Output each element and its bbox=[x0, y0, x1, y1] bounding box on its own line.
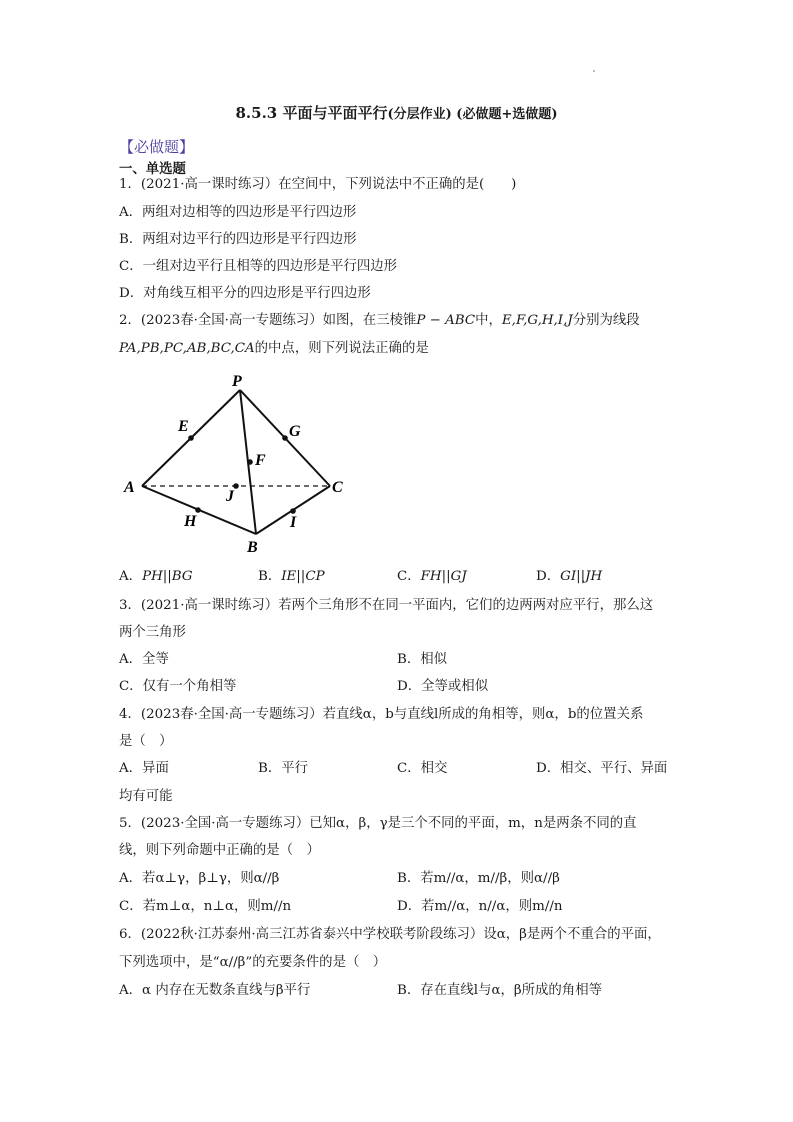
point-G bbox=[282, 435, 288, 441]
q4-option-d-continued: 均有可能 bbox=[119, 789, 173, 804]
q3-option-a: A．全等 bbox=[119, 652, 169, 667]
q2-math-segments: PA,PB,PC,AB,BC,CA bbox=[119, 341, 255, 356]
tetrahedron-figure bbox=[118, 368, 358, 558]
label-G: G bbox=[289, 423, 301, 440]
page-title: 8.5.3 平面与平面平行(分层作业) (必做题+选做题) bbox=[235, 104, 558, 122]
q4-stem-line2: 是（ ） bbox=[119, 734, 173, 749]
q6-stem-line2: 下列选项中，是“α//β”的充要条件的是（ ） bbox=[119, 955, 387, 970]
q1-option-d: D．对角线互相平分的四边形是平行四边形 bbox=[119, 286, 371, 301]
q6-option-a: A．α 内存在无数条直线与β平行 bbox=[119, 983, 311, 998]
label-E: E bbox=[178, 418, 189, 435]
q1-stem: 1．(2021·高一课时练习）在空间中，下列说法中不正确的是( ) bbox=[119, 177, 517, 192]
point-F bbox=[247, 459, 253, 465]
q5-stem-line1: 5．(2023·全国·高一专题练习）已知α，β，γ是三个不同的平面，m，n是两条不同的直 bbox=[119, 816, 637, 831]
q3-option-d: D．全等或相似 bbox=[397, 679, 489, 694]
q4-option-a: A．异面 bbox=[119, 761, 169, 776]
point-E bbox=[188, 435, 194, 441]
q1-option-c: C．一组对边平行且相等的四边形是平行四边形 bbox=[119, 259, 398, 274]
q2-option-a: A．PH||BG bbox=[119, 569, 193, 584]
label-F: F bbox=[255, 452, 266, 469]
scan-dot bbox=[593, 70, 595, 72]
required-tag: 【必做题】 bbox=[119, 138, 195, 156]
q5-option-a: A．若α⊥γ，β⊥γ，则α//β bbox=[119, 871, 280, 886]
q4-option-c: C．相交 bbox=[397, 761, 448, 776]
q4-option-b: B．平行 bbox=[258, 761, 309, 776]
q6-option-b: B．存在直线l与α，β所成的角相等 bbox=[397, 983, 602, 998]
q3-option-b: B．相似 bbox=[397, 652, 448, 667]
q2-math-points: E,F,G,H,I,J bbox=[501, 313, 573, 328]
label-B: B bbox=[247, 539, 258, 556]
q4-stem-line1: 4．(2023春·全国·高一专题练习）若直线α，b与直线l所成的角相等，则α，b的位置关系 bbox=[119, 707, 644, 722]
q1-option-a: A．两组对边相等的四边形是平行四边形 bbox=[119, 205, 357, 220]
q2-stem-line1: 2．(2023春·全国·高一专题练习）如图，在三棱锥P − ABC中，E,F,G,H,I,J分别为线段 bbox=[119, 313, 640, 328]
q3-option-c: C．仅有一个角相等 bbox=[119, 679, 237, 694]
point-J bbox=[233, 483, 239, 489]
q2-stem-line2: PA,PB,PC,AB,BC,CA的中点，则下列说法正确的是 bbox=[119, 341, 429, 356]
point-H bbox=[195, 507, 201, 513]
label-I: I bbox=[290, 514, 297, 531]
q4-option-d: D．相交、平行、异面 bbox=[536, 761, 668, 776]
label-J: J bbox=[226, 488, 234, 505]
q3-stem-line1: 3．(2021·高一课时练习）若两个三角形不在同一平面内，它们的边两两对应平行，那么这 bbox=[119, 598, 654, 613]
q5-option-b: B．若m//α，m//β，则α//β bbox=[397, 871, 560, 886]
q3-stem-line2: 两个三角形 bbox=[119, 625, 186, 640]
q1-option-b: B．两组对边平行的四边形是平行四边形 bbox=[119, 232, 357, 247]
q6-stem-line1: 6．(2022秋·江苏泰州·高三江苏省泰兴中学校联考阶段练习）设α，β是两个不重合的平面， bbox=[119, 927, 661, 942]
q5-stem-line2: 线，则下列命题中正确的是（ ） bbox=[119, 843, 320, 858]
q2-option-b: B．IE||CP bbox=[258, 569, 325, 584]
q2-option-c: C．FH||GJ bbox=[397, 569, 467, 584]
q5-option-c: C．若m⊥α，n⊥α，则m//n bbox=[119, 899, 292, 914]
q2-option-d: D．GI||JH bbox=[536, 569, 603, 584]
label-A: A bbox=[124, 479, 135, 496]
section-heading: 一、单选题 bbox=[119, 161, 186, 177]
point-I bbox=[290, 508, 296, 514]
label-P: P bbox=[232, 373, 242, 390]
q5-option-d: D．若m//α，n//α，则m//n bbox=[397, 899, 563, 914]
label-H: H bbox=[184, 513, 197, 530]
q2-math-tetrahedron: P − ABC bbox=[416, 313, 476, 328]
label-C: C bbox=[332, 479, 343, 496]
